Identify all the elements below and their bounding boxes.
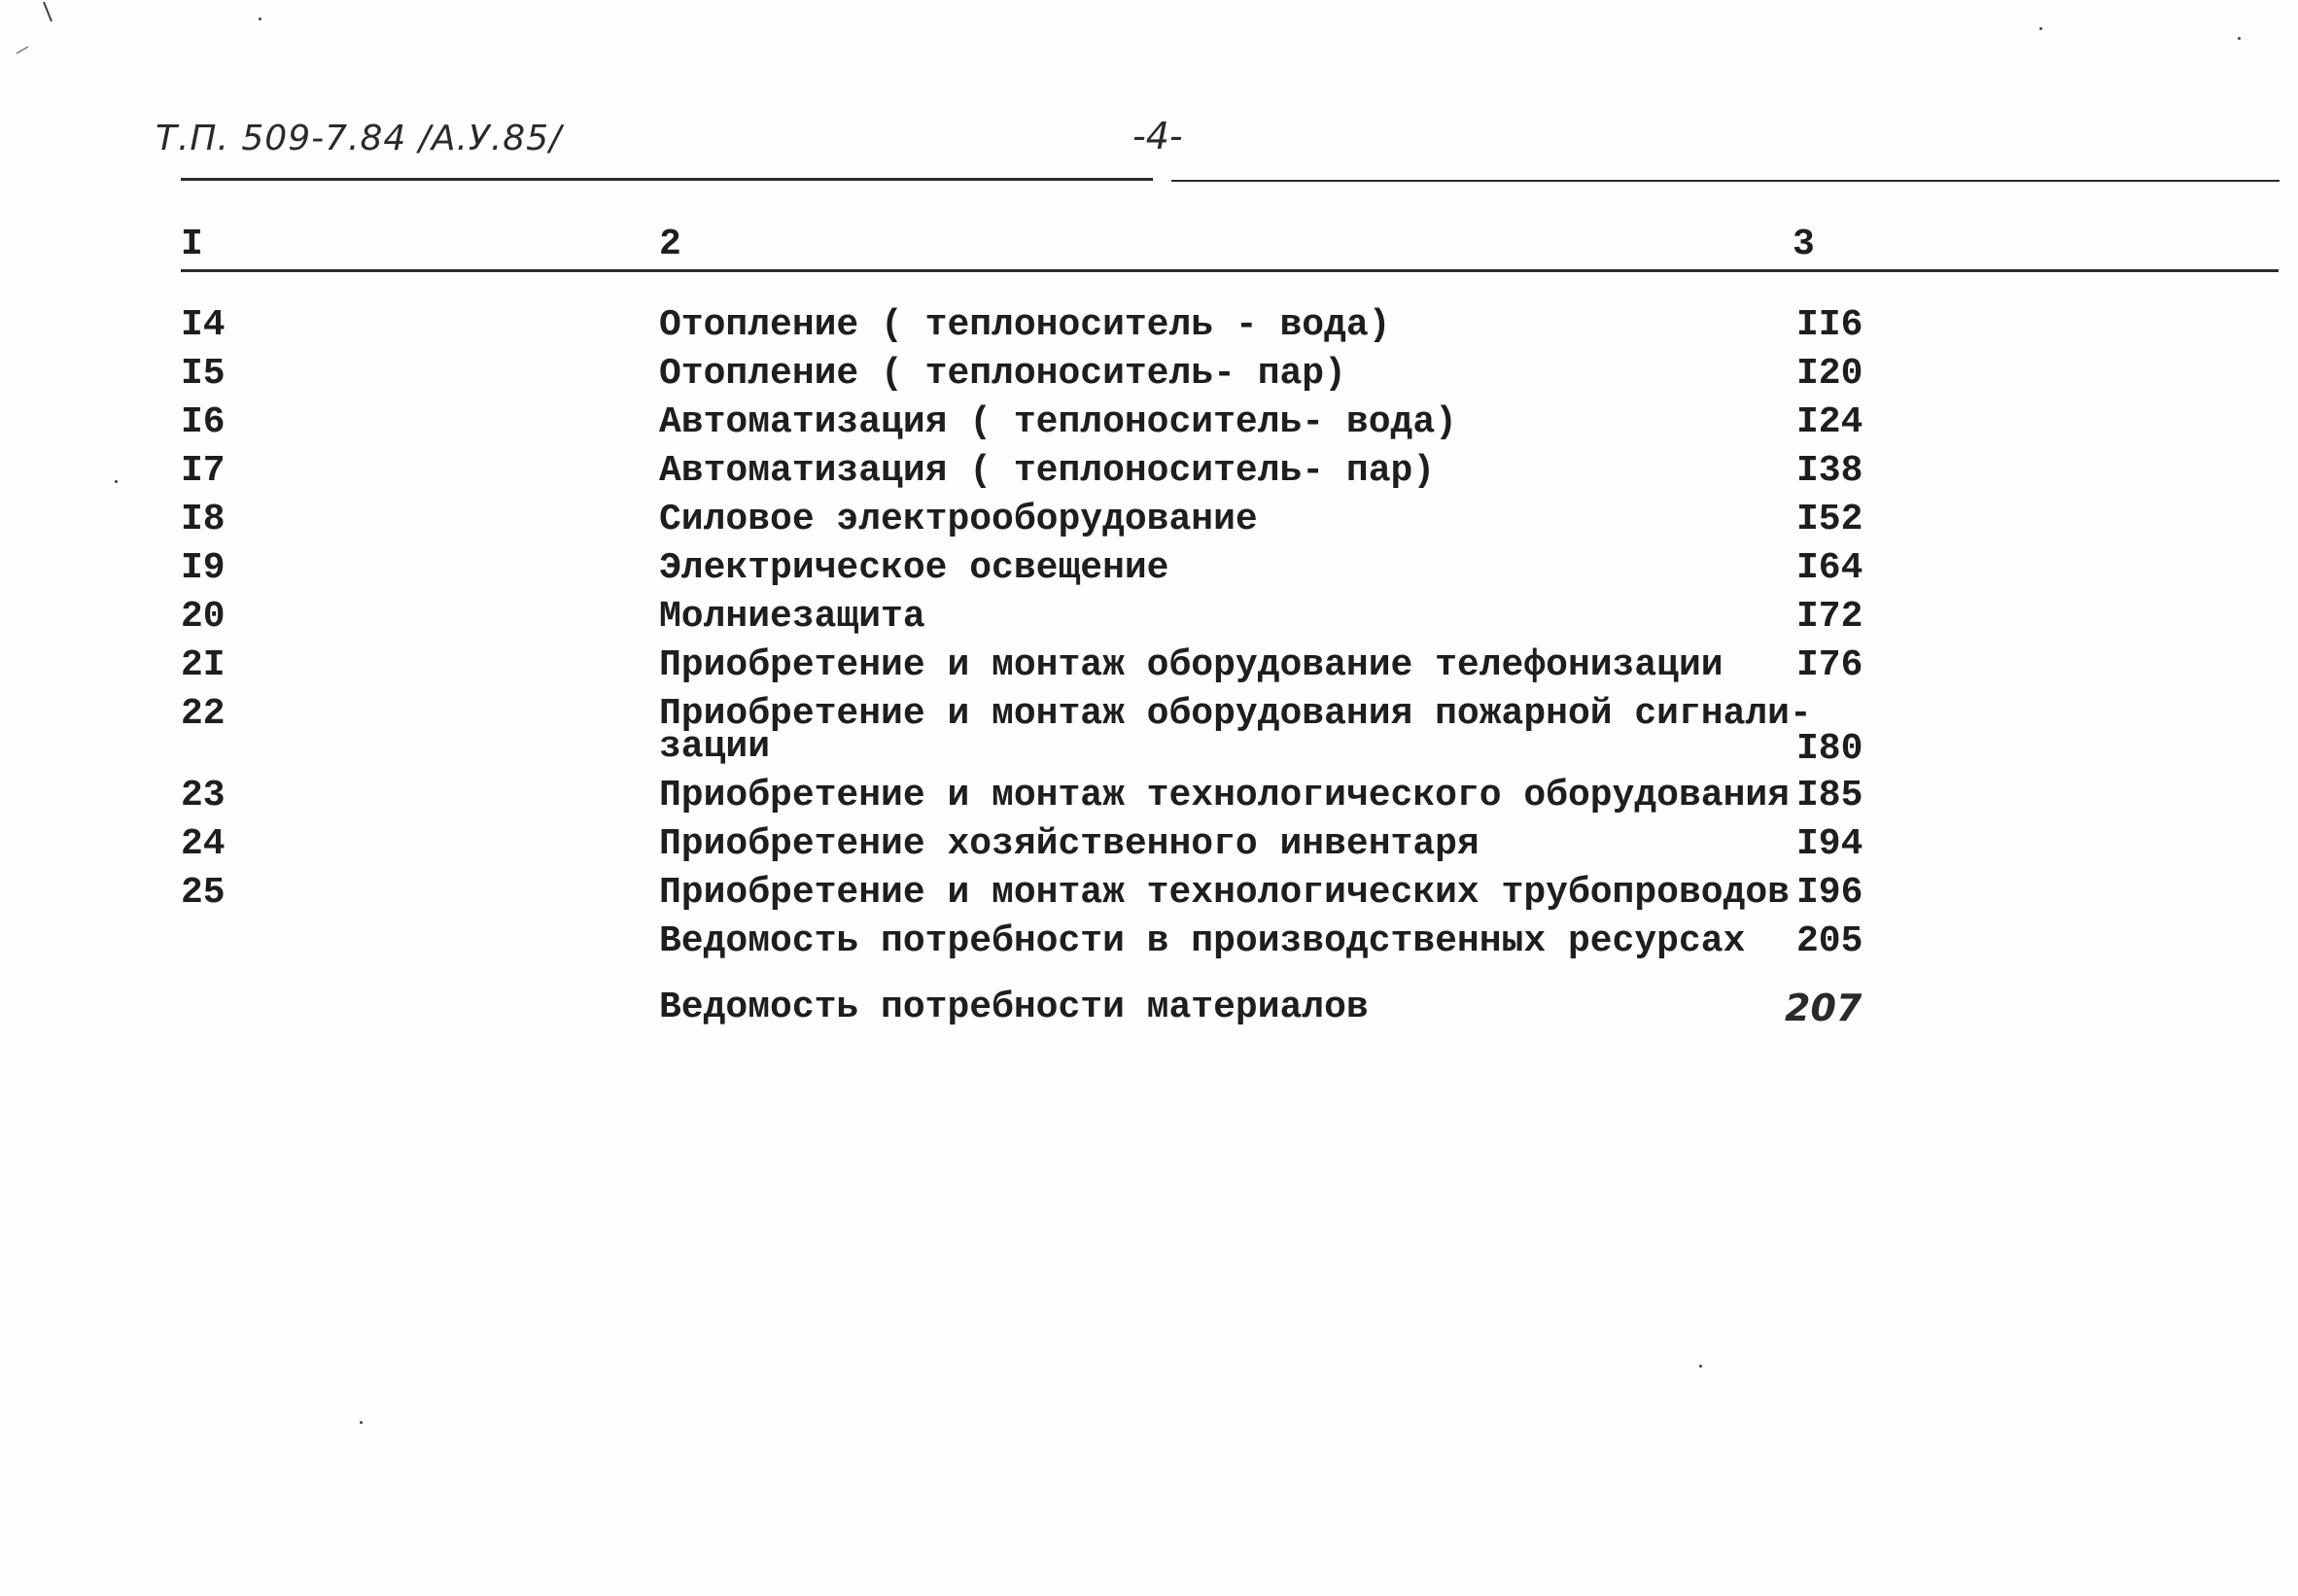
row-page: 205 [1796, 920, 1863, 962]
row-page: I72 [1796, 596, 1863, 638]
row-page: I85 [1796, 775, 1863, 816]
row-number: I9 [181, 547, 226, 589]
row-page-handwritten: 207 [1785, 987, 1863, 1029]
row-title-continuation: зации [659, 726, 771, 768]
scan-speck [2039, 27, 2042, 30]
scan-speck [259, 17, 261, 20]
row-number: 2I [181, 644, 226, 686]
row-page: II6 [1796, 304, 1863, 346]
row-title: Отопление ( теплоноситель - вода) [659, 304, 1391, 346]
header-rule-right [1171, 180, 2280, 182]
scan-speck [1699, 1365, 1702, 1368]
row-page: I20 [1796, 353, 1863, 395]
column-header-1: I [181, 224, 203, 265]
scan-speck [115, 480, 118, 483]
row-number: 25 [181, 872, 226, 914]
row-title: Электрическое освещение [659, 547, 1169, 589]
row-title: Приобретение и монтаж оборудование телефонизации [659, 644, 1724, 686]
row-page: I24 [1796, 401, 1863, 443]
row-page: I80 [1796, 728, 1863, 770]
row-number: I4 [181, 304, 226, 346]
row-number: I6 [181, 401, 226, 443]
column-header-3: 3 [1793, 224, 1815, 265]
row-title: Ведомость потребности материалов [659, 987, 1369, 1028]
row-page: I38 [1796, 450, 1863, 492]
column-header-2: 2 [659, 224, 681, 265]
row-title: Приобретение хозяйственного инвентаря [659, 823, 1480, 865]
row-title: Приобретение и монтаж технологического оборудования [659, 775, 1790, 816]
row-number: I7 [181, 450, 226, 492]
scan-mark [15, 0, 53, 58]
row-title: Молниезащита [659, 596, 925, 638]
row-page: I96 [1796, 872, 1863, 914]
row-number: 22 [181, 693, 226, 735]
row-title: Автоматизация ( теплоноситель- вода) [659, 401, 1457, 443]
row-title: Отопление ( теплоноситель- пар) [659, 353, 1346, 395]
row-number: I5 [181, 353, 226, 395]
row-number: I8 [181, 499, 226, 540]
row-title: Приобретение и монтаж технологических трубопроводов [659, 872, 1790, 914]
document-code: Т.П. 509-7.84 /А.У.85/ [156, 119, 563, 158]
row-page: I64 [1796, 547, 1863, 589]
row-number: 20 [181, 596, 226, 638]
row-number: 23 [181, 775, 226, 816]
row-title: Приобретение и монтаж оборудования пожарной сигнали- [659, 693, 1812, 735]
row-title: Силовое электрооборудование [659, 499, 1258, 540]
row-page: I52 [1796, 499, 1863, 540]
row-title: Автоматизация ( теплоноситель- пар) [659, 450, 1436, 492]
page-number: -4- [1132, 115, 1183, 157]
scan-speck [360, 1421, 363, 1424]
header-rule-left [181, 178, 1153, 181]
row-title: Ведомость потребности в производственных ресурсах [659, 920, 1746, 962]
row-page: I94 [1796, 823, 1863, 865]
scan-speck [2238, 37, 2241, 40]
table-header-rule [181, 269, 2279, 272]
row-number: 24 [181, 823, 226, 865]
row-page: I76 [1796, 644, 1863, 686]
